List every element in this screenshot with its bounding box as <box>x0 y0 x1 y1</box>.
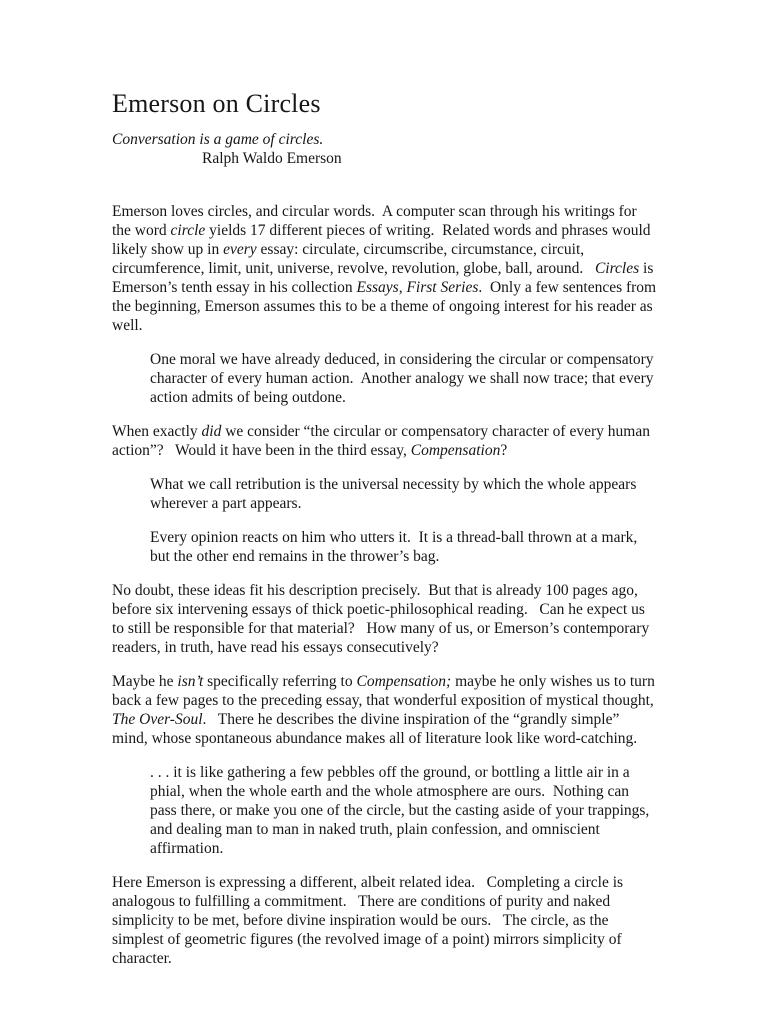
block-quote <box>112 763 658 858</box>
text-run: yields 17 different pieces of writing. Related words and phrases would likely show up in <box>112 222 655 258</box>
block-quote <box>112 350 658 407</box>
epigraph-attribution: Ralph Waldo Emerson <box>202 150 342 167</box>
text-run: Every opinion reacts on him who utters it. It is a thread-ball thrown at a mark, but the other end remains in the thrower’s bag. <box>150 529 642 565</box>
text-run: What we call retribution is the universal necessity by which the whole appears wherever a part appears. <box>150 476 641 512</box>
italic-text-run: isn’t <box>177 673 204 690</box>
paragraph <box>112 873 658 968</box>
italic-text-run: circle <box>170 222 206 239</box>
italic-text-run: Essays, First Series <box>356 279 479 296</box>
epigraph-quote: Conversation is a game of circles. <box>112 131 324 148</box>
text-run: specifically referring to <box>203 673 357 690</box>
document-title: Emerson on Circles <box>112 89 321 118</box>
text-run: No doubt, these ideas fit his description precisely. But that is already 100 pages ago, before six intervening essays of thick poetic-philosophical reading. Can he expect us to still be responsible for that material? How many of us, or Emerson’s contemporary readers, in truth, have read his essays consecutively? <box>112 582 654 656</box>
paragraph <box>112 672 658 748</box>
italic-text-run: Circles <box>594 260 640 277</box>
block-quote <box>112 475 658 513</box>
text-run: Maybe he <box>112 673 178 690</box>
block-quote <box>112 528 658 566</box>
text-run: . . . it is like gathering a few pebbles off the ground, or bottling a little air in a phial, when the whole earth and the whole atmosphere are ours. Nothing can pass there, or make you one of the circle, but the casting aside of your trappings, and dealing man to man in naked truth, plain confession, and omniscient affirmation. <box>150 764 654 857</box>
paragraph <box>112 202 658 335</box>
epigraph <box>112 130 658 149</box>
italic-text-run: every <box>223 241 257 258</box>
text-run: When exactly <box>112 423 202 440</box>
text-run: we consider “the circular or compensatory character of every human action”? Would it have been in the third essay, <box>112 423 654 459</box>
text-run: Here Emerson is expressing a different, albeit related idea. Completing a circle is analogous to fulfilling a commitment. There are conditions of purity and naked simplicity to be met, before divine inspiration would be ours. The circle, as the simplest of geometric figures (the revolved image of a point) mirrors simplicity of character. <box>112 874 627 967</box>
italic-text-run: did <box>201 423 222 440</box>
text-run: ? <box>500 442 508 459</box>
text-run: One moral we have already deduced, in considering the circular or compensatory character of every human action. Another analogy we shall now trace; that every action admits of being outdone. <box>150 351 658 406</box>
text-run: . There he describes the divine inspiration of the “grandly simple” mind, whose spontaneous abundance makes all of literature look like word-catching. <box>112 711 638 747</box>
paragraph <box>112 422 658 460</box>
italic-text-run: Compensation <box>410 442 501 459</box>
text-run: . Only a few sentences from the beginning, Emerson assumes this to be a theme of ongoing interest for his reader as well. <box>112 279 660 334</box>
italic-text-run: The Over-Soul <box>112 711 203 728</box>
document-body <box>112 202 658 968</box>
text-run: is Emerson’s tenth essay in his collection <box>112 260 658 296</box>
paragraph <box>112 581 658 657</box>
italic-text-run: Compensation; <box>356 673 452 690</box>
text-run: essay: circulate, circumscribe, circumstance, circuit, circumference, limit, unit, universe, revolve, revolution, globe, ball, around. <box>112 241 595 277</box>
text-run: Emerson loves circles, and circular words. A computer scan through his writings for the word <box>112 203 641 239</box>
text-run: maybe he only wishes us to turn back a few pages to the preceding essay, that wonderful exposition of mystical thought, <box>112 673 659 709</box>
